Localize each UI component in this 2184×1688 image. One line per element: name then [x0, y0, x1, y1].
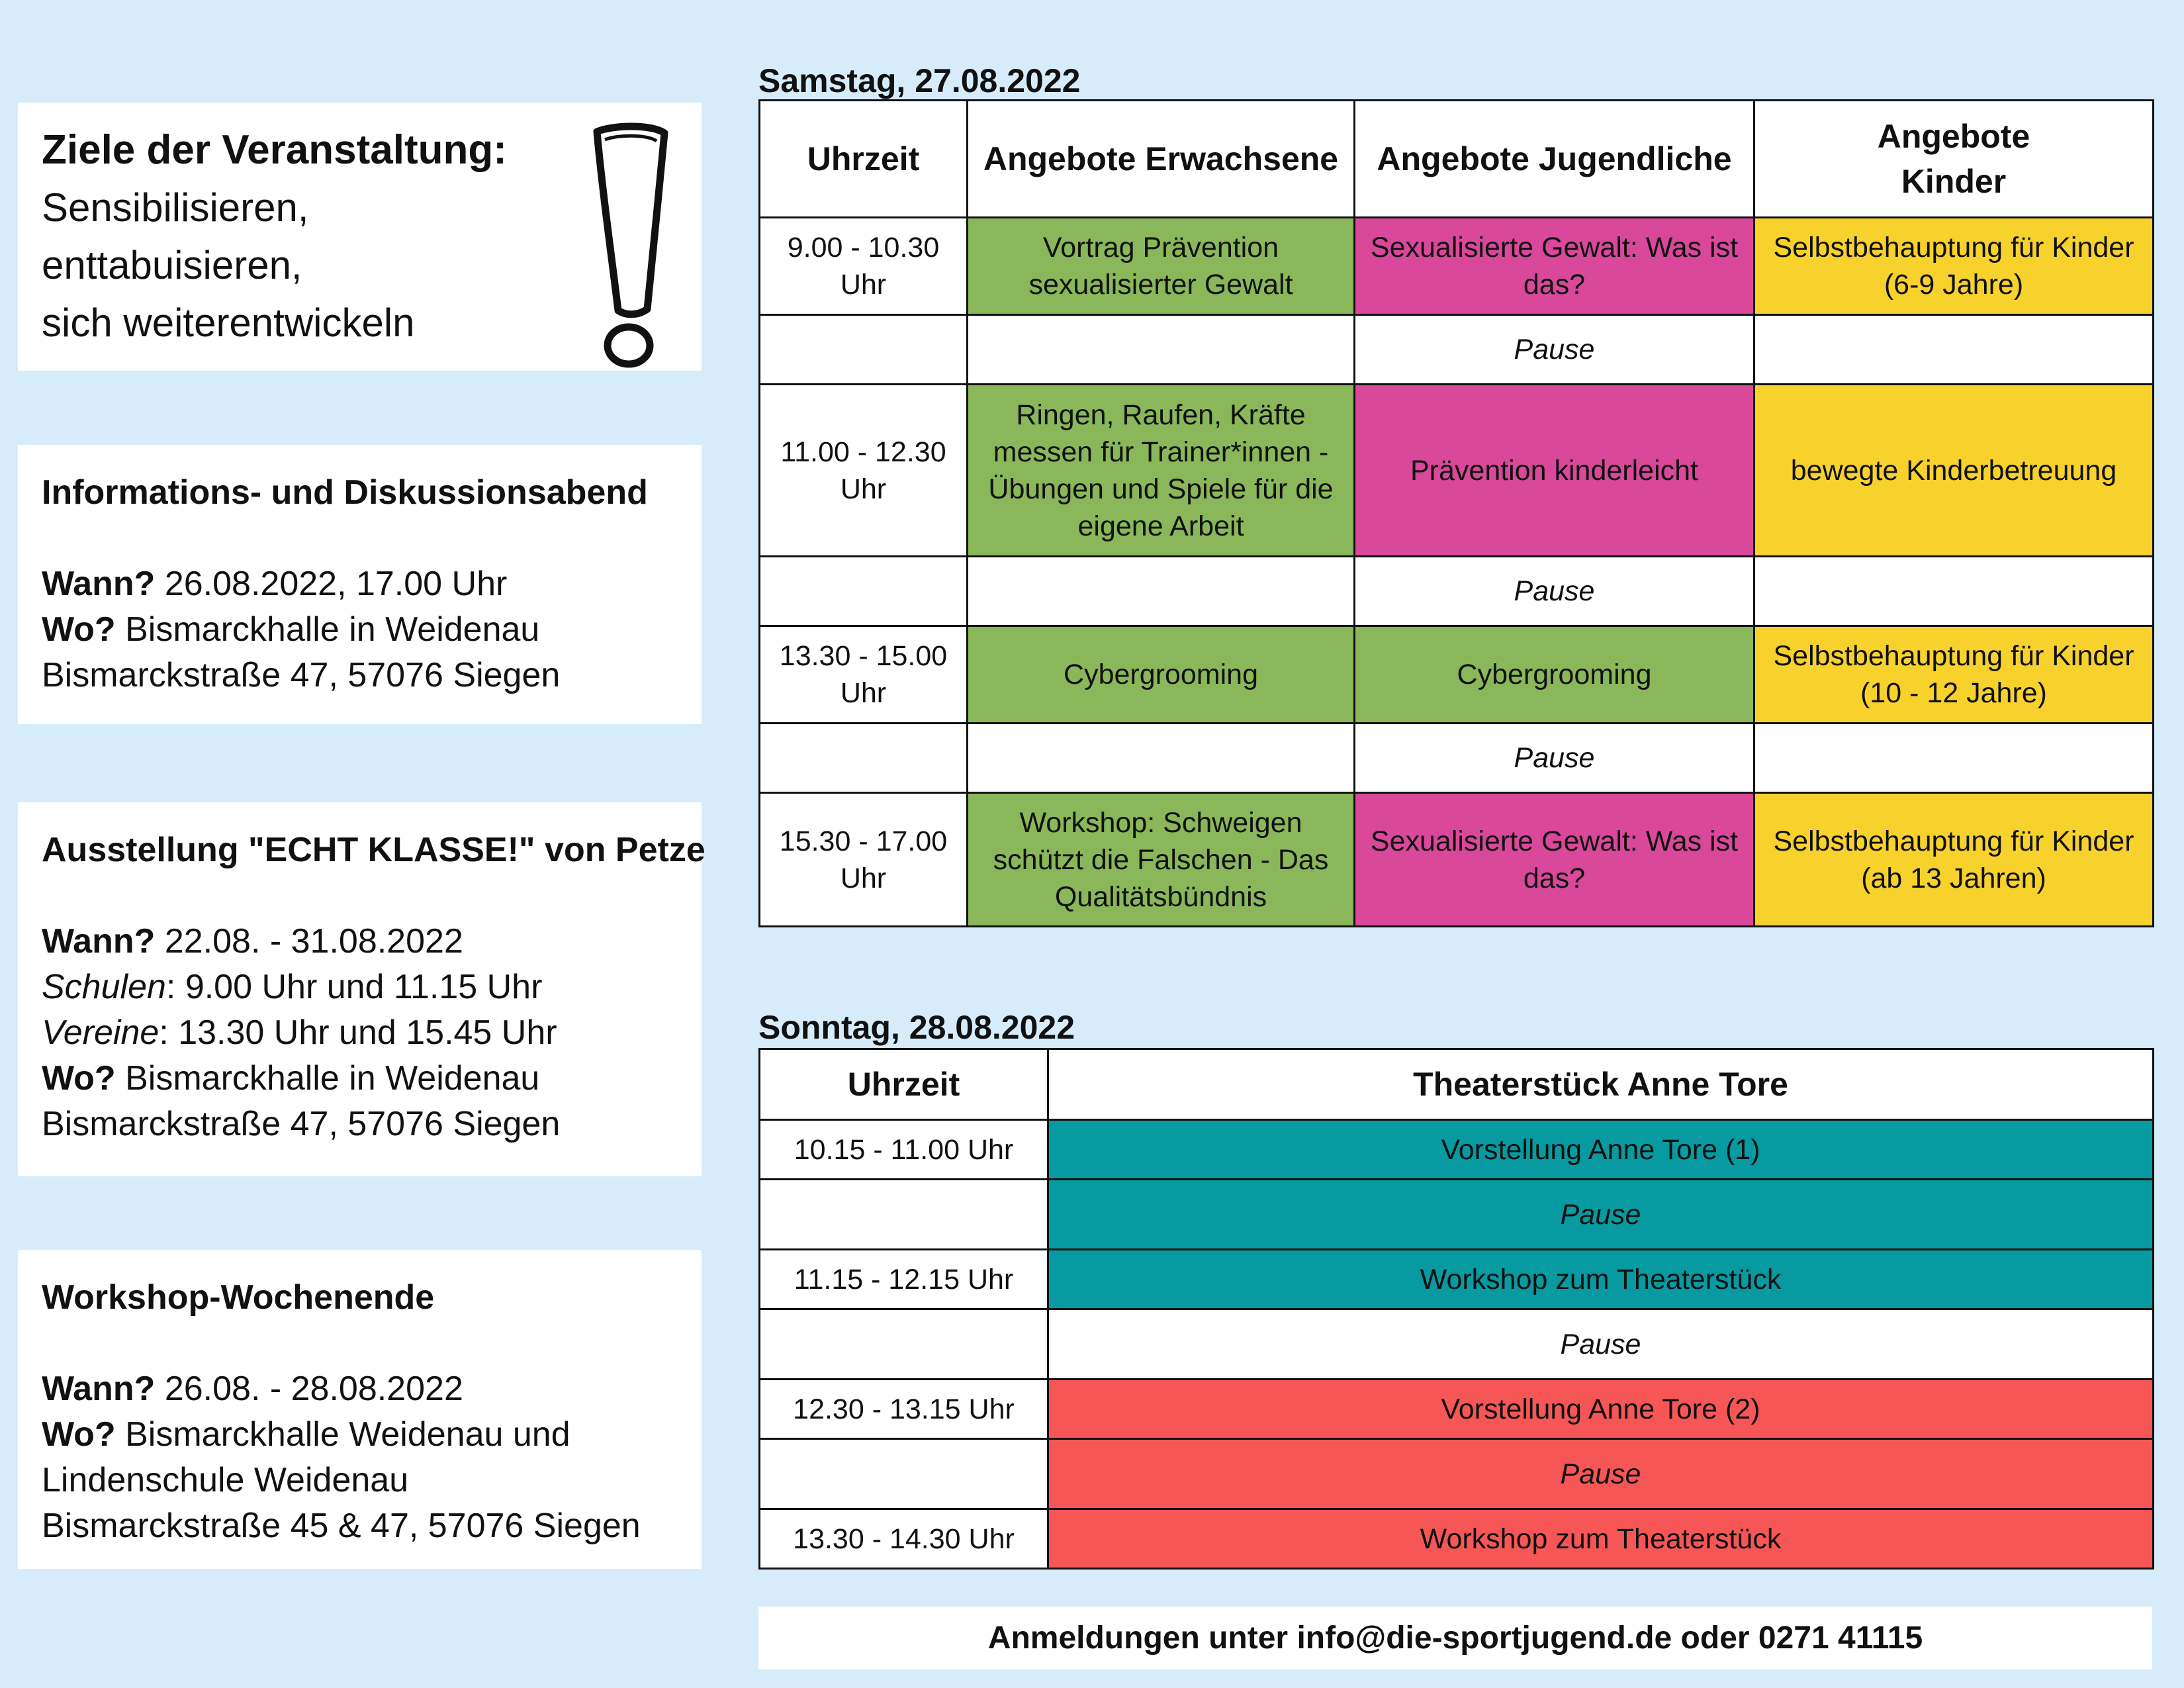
event-cell: Workshop zum Theaterstück — [1048, 1250, 2154, 1309]
registration-footer: Anmeldungen unter info@die-sportjugend.de oder 0271 41115 — [758, 1607, 2152, 1669]
label: Wann? — [42, 922, 156, 961]
column-header: Angebote Kinder — [1754, 101, 2154, 218]
youth-cell: Sexualisierte Gewalt: Was ist das? — [1355, 218, 1754, 315]
pause-row — [760, 557, 2154, 626]
label: Vereine — [42, 1013, 159, 1052]
goals-line: sich weiterentwickeln — [42, 301, 415, 345]
table-row — [760, 218, 2154, 315]
label: Wann? — [42, 565, 156, 603]
time-cell: 10.15 - 11.00 Uhr — [760, 1120, 1048, 1180]
column-header: Theaterstück Anne Tore — [1048, 1049, 2154, 1120]
table-row — [760, 1120, 2154, 1180]
event-cell: Workshop zum Theaterstück — [1048, 1509, 2154, 1569]
value: Bismarckhalle Weidenau und — [115, 1415, 570, 1454]
label: Wo? — [42, 1415, 116, 1454]
pause-cell: Pause — [1048, 1309, 2154, 1380]
value: Bismarckhalle in Weidenau — [115, 610, 540, 649]
pause-cell: Pause — [1355, 557, 1754, 626]
location-line: Lindenschule Weidenau — [42, 1461, 409, 1499]
kids-cell: Selbstbehauptung für Kinder (10 - 12 Jahre) — [1754, 626, 2154, 724]
address: Bismarckstraße 47, 57076 Siegen — [42, 1105, 561, 1143]
value: Bismarckhalle in Weidenau — [115, 1059, 540, 1098]
table-row — [760, 1380, 2154, 1439]
column-header: Uhrzeit — [760, 101, 968, 218]
pause-cell: Pause — [1048, 1180, 2154, 1250]
goals-line: enttabuisieren, — [42, 243, 302, 287]
label: Wann? — [42, 1370, 156, 1408]
sunday-title: Sonntag, 28.08.2022 — [758, 1009, 1075, 1046]
kids-cell: Selbstbehauptung für Kinder (ab 13 Jahren) — [1754, 793, 2154, 927]
table-header-row — [760, 1049, 2154, 1120]
time-cell: 11.15 - 12.15 Uhr — [760, 1250, 1048, 1309]
exhibition-card — [18, 802, 705, 1176]
pause-cell: Pause — [1355, 724, 1754, 793]
time-cell: 13.30 - 15.00 Uhr — [760, 626, 968, 724]
value: 22.08. - 31.08.2022 — [155, 922, 463, 961]
goals-title: Ziele der Veranstaltung: — [42, 127, 507, 173]
youth-cell: Prävention kinderleicht — [1355, 385, 1754, 557]
pause-row — [760, 724, 2154, 793]
value: : 9.00 Uhr und 11.15 Uhr — [165, 968, 543, 1006]
time-cell: 11.00 - 12.30 Uhr — [760, 385, 968, 557]
label: Wo? — [42, 610, 116, 649]
pause-row — [760, 315, 2154, 385]
column-header: Angebote Jugendliche — [1355, 101, 1754, 218]
saturday-table — [758, 99, 2154, 927]
goals-line: Sensibilisieren, — [42, 185, 309, 230]
info-evening-card — [18, 445, 702, 724]
address: Bismarckstraße 45 & 47, 57076 Siegen — [42, 1507, 641, 1545]
label: Schulen — [42, 968, 166, 1006]
exclamation-icon — [578, 117, 678, 369]
table-row — [760, 1250, 2154, 1309]
pause-cell: Pause — [1355, 315, 1754, 385]
youth-cell: Sexualisierte Gewalt: Was ist das? — [1355, 793, 1754, 927]
value: 26.08. - 28.08.2022 — [155, 1370, 463, 1408]
event-cell: Vorstellung Anne Tore (2) — [1048, 1380, 2154, 1439]
workshop-weekend-card — [18, 1250, 702, 1569]
value: : 13.30 Uhr und 15.45 Uhr — [159, 1013, 557, 1052]
card-title: Ausstellung "ECHT KLASSE!" von Petze — [42, 831, 705, 869]
card-title: Informations- und Diskussionsabend — [42, 473, 648, 512]
adults-cell: Vortrag Prävention sexualisierter Gewalt — [968, 218, 1355, 315]
pause-row — [760, 1439, 2154, 1509]
sunday-table — [758, 1048, 2154, 1570]
saturday-title: Samstag, 27.08.2022 — [758, 62, 1081, 99]
kids-cell: bewegte Kinderbetreuung — [1754, 385, 2154, 557]
adults-cell: Cybergrooming — [968, 626, 1355, 724]
adults-cell: Ringen, Raufen, Kräfte messen für Trainer*innen - Übungen und Spiele für die eigene Arbeit — [968, 385, 1355, 557]
table-row — [760, 1509, 2154, 1569]
goals-card — [18, 103, 702, 371]
column-header: Angebote Erwachsene — [968, 101, 1355, 218]
time-cell: 15.30 - 17.00 Uhr — [760, 793, 968, 927]
kids-cell: Selbstbehauptung für Kinder (6-9 Jahre) — [1754, 218, 2154, 315]
value: 26.08.2022, 17.00 Uhr — [155, 565, 508, 603]
label: Wo? — [42, 1059, 116, 1098]
pause-row — [760, 1180, 2154, 1250]
pause-cell: Pause — [1048, 1439, 2154, 1509]
time-cell: 9.00 - 10.30 Uhr — [760, 218, 968, 315]
youth-cell: Cybergrooming — [1355, 626, 1754, 724]
adults-cell: Workshop: Schweigen schützt die Falschen - Das Qualitätsbündnis — [968, 793, 1355, 927]
event-cell: Vorstellung Anne Tore (1) — [1048, 1120, 2154, 1180]
address: Bismarckstraße 47, 57076 Siegen — [42, 656, 561, 694]
table-header-row — [760, 101, 2154, 218]
time-cell: 12.30 - 13.15 Uhr — [760, 1380, 1048, 1439]
table-row — [760, 626, 2154, 724]
column-header: Uhrzeit — [760, 1049, 1048, 1120]
time-cell: 13.30 - 14.30 Uhr — [760, 1509, 1048, 1569]
pause-row — [760, 1309, 2154, 1380]
table-row — [760, 385, 2154, 557]
card-title: Workshop-Wochenende — [42, 1278, 435, 1317]
table-row — [760, 793, 2154, 927]
